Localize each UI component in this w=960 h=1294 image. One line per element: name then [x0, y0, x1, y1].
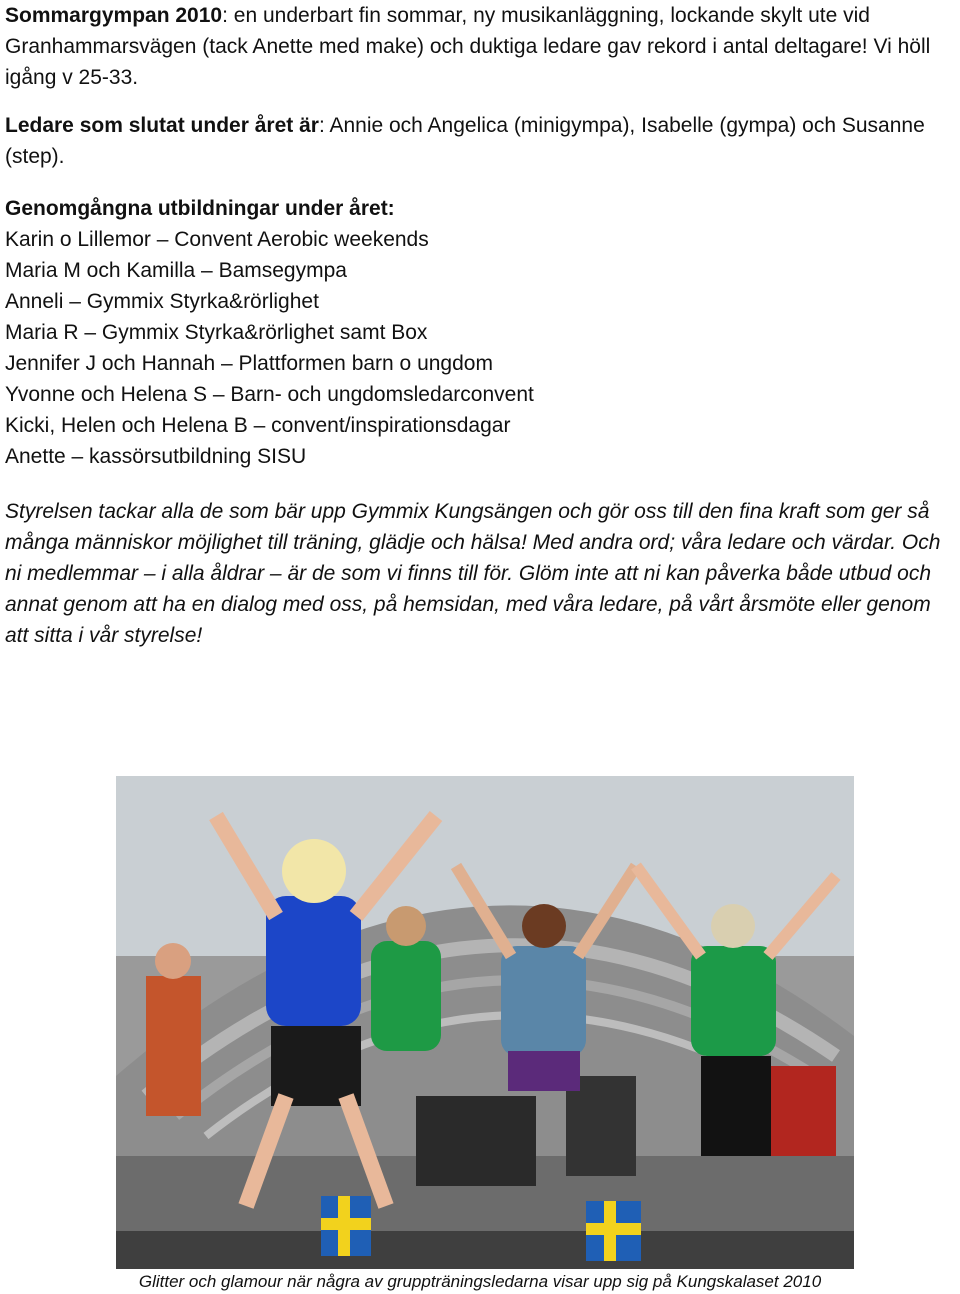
summer-gym-paragraph [5, 0, 955, 93]
training-heading: Genomgångna utbildningar under året: [5, 197, 395, 220]
thanks-paragraph [5, 496, 955, 651]
summer-gym-lead: Sommargympan 2010 [5, 4, 223, 27]
photo-caption: Glitter och glamour när några av gruppträningsledarna visar upp sig på Kungskalaset 2010 [138, 1272, 822, 1291]
training-item: Maria M och Kamilla – Bamsegympa [5, 259, 347, 282]
training-item: Anneli – Gymmix Styrka&rörlighet [5, 290, 319, 313]
summer-gym-text: : en underbart fin sommar, ny musikanläggning, lockande skylt ute vid Granhammarsvägen (tack Anette med make) och duktiga ledare gav rekord i antal deltagare! Vi höll igång v 25-33. [5, 4, 931, 89]
leaders-left-paragraph [5, 110, 955, 172]
training-item: Maria R – Gymmix Styrka&rörlighet samt Box [5, 321, 428, 344]
stage-photo-illustration [116, 776, 854, 1269]
training-item: Yvonne och Helena S – Barn- och ungdomsledarconvent [5, 383, 534, 406]
leaders-left-text: : Annie och Angelica (minigympa), Isabelle (gympa) och Susanne (step). [5, 114, 925, 168]
training-section [5, 193, 955, 472]
thanks-text: Styrelsen tackar alla de som bär upp Gymmix Kungsängen och gör oss till den fina kraft som ger så många människor möjlighet till träning, glädje och hälsa! Med andra ord; våra ledare och värdar. Och ni medlemmar – i alla åldrar – är de som vi finns till för. Glöm inte att ni kan påverka både utbud och annat genom att ha en dialog med oss, på hemsidan, med våra ledare, på vårt årsmöte eller genom att sitta i vår styrelse! [5, 500, 941, 647]
training-item: Anette – kassörsutbildning SISU [5, 445, 307, 468]
training-item: Jennifer J och Hannah – Plattformen barn o ungdom [5, 352, 493, 375]
training-item: Kicki, Helen och Helena B – convent/inspirationsdagar [5, 414, 511, 437]
leaders-left-lead: Ledare som slutat under året är [5, 114, 319, 137]
training-item: Karin o Lillemor – Convent Aerobic weekends [5, 228, 429, 251]
stage-photo [116, 776, 854, 1269]
